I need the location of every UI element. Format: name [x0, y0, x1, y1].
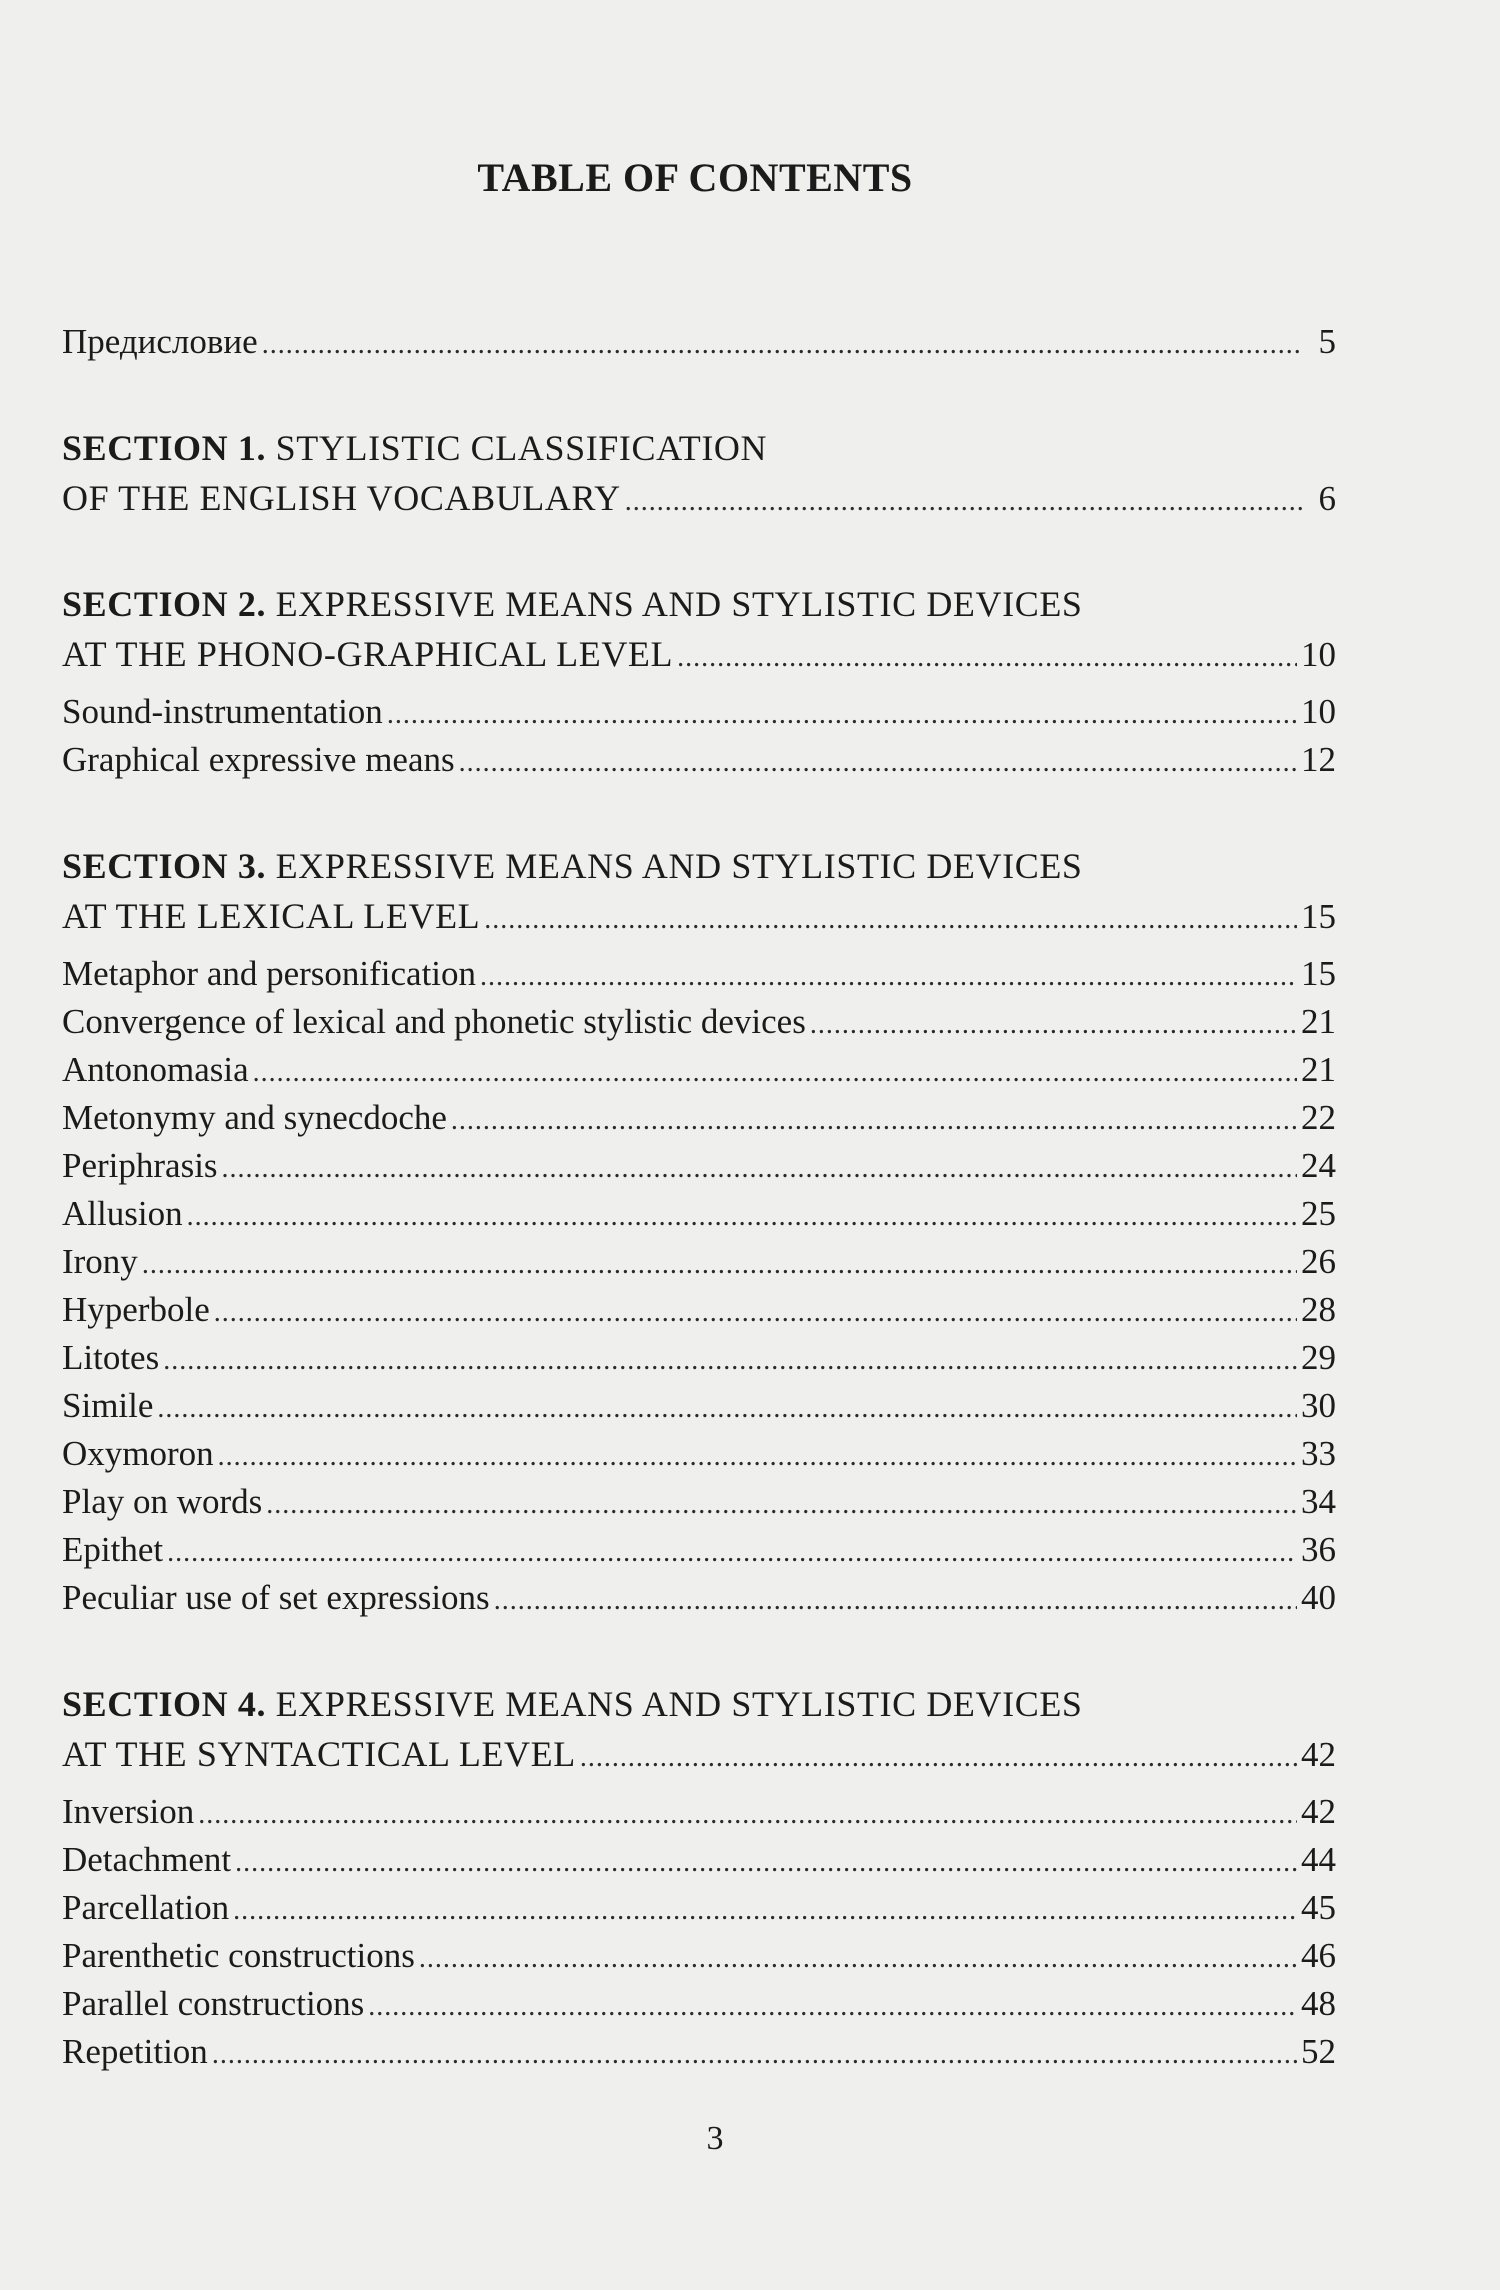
toc-entry-section-2[interactable] [62, 630, 1336, 678]
toc-entry-page: 48 [1301, 1984, 1336, 2023]
toc-entry-label: Convergence of lexical and phonetic stylistic devices [62, 1002, 806, 1041]
toc-entry-page: 52 [1301, 2032, 1336, 2071]
toc-entry-page: 40 [1301, 1578, 1336, 1617]
toc-entry[interactable] [62, 1788, 1336, 1836]
toc-entry-preface[interactable] [62, 318, 1336, 366]
toc-entry-label: Parallel constructions [62, 1984, 365, 2023]
toc-entry-label: Repetition [62, 2032, 208, 2071]
toc-entry[interactable] [62, 1884, 1336, 1932]
dot-leader [262, 321, 1302, 369]
section-title-line1: EXPRESSIVE MEANS AND STYLISTIC DEVICES [275, 846, 1083, 886]
toc-entry[interactable] [62, 950, 1336, 998]
toc-entry-page: 10 [1301, 635, 1336, 674]
toc-entry-label: Allusion [62, 1194, 183, 1233]
dot-leader [459, 739, 1297, 787]
toc-entry-page: 5 [1318, 322, 1336, 361]
section-title-line2: AT THE SYNTACTICAL LEVEL [62, 1734, 576, 1774]
toc-entry-label: Detachment [62, 1840, 232, 1879]
section-1-heading [62, 422, 1336, 474]
toc-entry[interactable] [62, 998, 1336, 1046]
toc-entry-label: Inversion [62, 1792, 195, 1831]
dot-leader [212, 2031, 1297, 2079]
dot-leader [494, 1577, 1297, 1625]
toc-entry-page: 45 [1301, 1888, 1336, 1927]
toc-entry[interactable] [62, 688, 1336, 736]
dot-leader [187, 1193, 1297, 1241]
toc-entry[interactable] [62, 1094, 1336, 1142]
dot-leader [625, 478, 1302, 526]
section-title-line2: OF THE ENGLISH VOCABULARY [62, 478, 621, 518]
toc-entry-label: Metaphor and personification [62, 954, 477, 993]
toc-entry-page: 12 [1301, 740, 1336, 779]
dot-leader [214, 1289, 1297, 1337]
toc-entry-page: 30 [1301, 1386, 1336, 1425]
toc-entry-page: 42 [1301, 1792, 1336, 1831]
toc-entry-label: Parenthetic constructions [62, 1936, 415, 1975]
dot-leader [222, 1145, 1297, 1193]
toc-entry[interactable] [62, 1932, 1336, 1980]
toc-entry-label: Litotes [62, 1338, 160, 1377]
toc-entry-label: Simile [62, 1386, 154, 1425]
dot-leader [368, 1983, 1297, 2031]
toc-entry[interactable] [62, 2028, 1336, 2076]
dot-leader [142, 1241, 1297, 1289]
toc-entry[interactable] [62, 1382, 1336, 1430]
section-prefix: SECTION 2. [62, 584, 267, 624]
section-title-line1: EXPRESSIVE MEANS AND STYLISTIC DEVICES [275, 1684, 1083, 1724]
toc-entry-page: 21 [1301, 1002, 1336, 1041]
toc-entry-label: Metonymy and synecdoche [62, 1098, 447, 1137]
dot-leader [484, 896, 1297, 944]
toc-entry-page: 26 [1301, 1242, 1336, 1281]
toc-entry-section-1[interactable] [62, 474, 1336, 522]
dot-leader [233, 1887, 1297, 1935]
toc-entry[interactable] [62, 1334, 1336, 1382]
toc-entry-page: 6 [1318, 479, 1336, 518]
toc-entry-label: Antonomasia [62, 1050, 249, 1089]
toc-entry-page: 33 [1301, 1434, 1336, 1473]
section-3-heading [62, 840, 1336, 892]
toc-entry-label: Sound-instrumentation [62, 692, 383, 731]
section-4-heading [62, 1678, 1336, 1730]
toc-entry-label: Peculiar use of set expressions [62, 1578, 490, 1617]
section-prefix: SECTION 4. [62, 1684, 267, 1724]
toc-entry[interactable] [62, 1478, 1336, 1526]
dot-leader [480, 953, 1297, 1001]
dot-leader [387, 691, 1297, 739]
section-prefix: SECTION 1. [62, 428, 267, 468]
toc-entry-page: 21 [1301, 1050, 1336, 1089]
toc-entry-page: 42 [1301, 1735, 1336, 1774]
toc-entry[interactable] [62, 1238, 1336, 1286]
toc-entry-page: 24 [1301, 1146, 1336, 1185]
dot-leader [266, 1481, 1297, 1529]
toc-entry-page: 15 [1301, 954, 1336, 993]
toc-entry[interactable] [62, 1190, 1336, 1238]
toc-entry-page: 34 [1301, 1482, 1336, 1521]
toc-entry-label: Graphical expressive means [62, 740, 455, 779]
toc-entry-label: Hyperbole [62, 1290, 210, 1329]
toc-entry-label: Play on words [62, 1482, 263, 1521]
dot-leader [163, 1337, 1297, 1385]
dot-leader [451, 1097, 1297, 1145]
toc-entry[interactable] [62, 1980, 1336, 2028]
toc-entry[interactable] [62, 736, 1336, 784]
page-number: 3 [706, 2120, 724, 2157]
dot-leader [810, 1001, 1297, 1049]
section-title-line1: EXPRESSIVE MEANS AND STYLISTIC DEVICES [275, 584, 1083, 624]
toc-entry[interactable] [62, 1286, 1336, 1334]
toc-entry[interactable] [62, 1526, 1336, 1574]
toc-entry-page: 29 [1301, 1338, 1336, 1377]
toc-entry-page: 28 [1301, 1290, 1336, 1329]
toc-entry-page: 15 [1301, 897, 1336, 936]
toc-entry[interactable] [62, 1430, 1336, 1478]
section-title-line1: STYLISTIC CLASSIFICATION [275, 428, 768, 468]
toc-entry-page: 46 [1301, 1936, 1336, 1975]
dot-leader [419, 1935, 1297, 1983]
toc-entry-label: Irony [62, 1242, 138, 1281]
dot-leader [157, 1385, 1297, 1433]
toc-entry-label: Oxymoron [62, 1434, 214, 1473]
section-2-heading [62, 578, 1336, 630]
section-prefix: SECTION 3. [62, 846, 267, 886]
table-of-contents [62, 318, 1336, 2076]
dot-leader [235, 1839, 1297, 1887]
dot-leader [167, 1529, 1297, 1577]
toc-entry[interactable] [62, 1836, 1336, 1884]
dot-leader [580, 1734, 1297, 1782]
toc-entry-page: 44 [1301, 1840, 1336, 1879]
section-title-line2: AT THE LEXICAL LEVEL [62, 896, 481, 936]
toc-entry-label: Periphrasis [62, 1146, 218, 1185]
toc-entry-label: Epithet [62, 1530, 164, 1569]
toc-entry-page: 22 [1301, 1098, 1336, 1137]
page-title: TABLE OF CONTENTS [477, 155, 913, 200]
toc-entry-section-4[interactable] [62, 1730, 1336, 1778]
toc-entry-label: Предисловие [62, 322, 258, 361]
toc-entry-label: Parcellation [62, 1888, 230, 1927]
toc-entry-page: 25 [1301, 1194, 1336, 1233]
dot-leader [218, 1433, 1297, 1481]
dot-leader [677, 634, 1297, 682]
toc-entry[interactable] [62, 1046, 1336, 1094]
toc-entry-section-3[interactable] [62, 892, 1336, 940]
toc-entry[interactable] [62, 1142, 1336, 1190]
section-title-line2: AT THE PHONO-GRAPHICAL LEVEL [62, 634, 674, 674]
toc-entry-page: 10 [1301, 692, 1336, 731]
dot-leader [198, 1791, 1297, 1839]
dot-leader [253, 1049, 1297, 1097]
toc-entry[interactable] [62, 1574, 1336, 1622]
toc-entry-page: 36 [1301, 1530, 1336, 1569]
